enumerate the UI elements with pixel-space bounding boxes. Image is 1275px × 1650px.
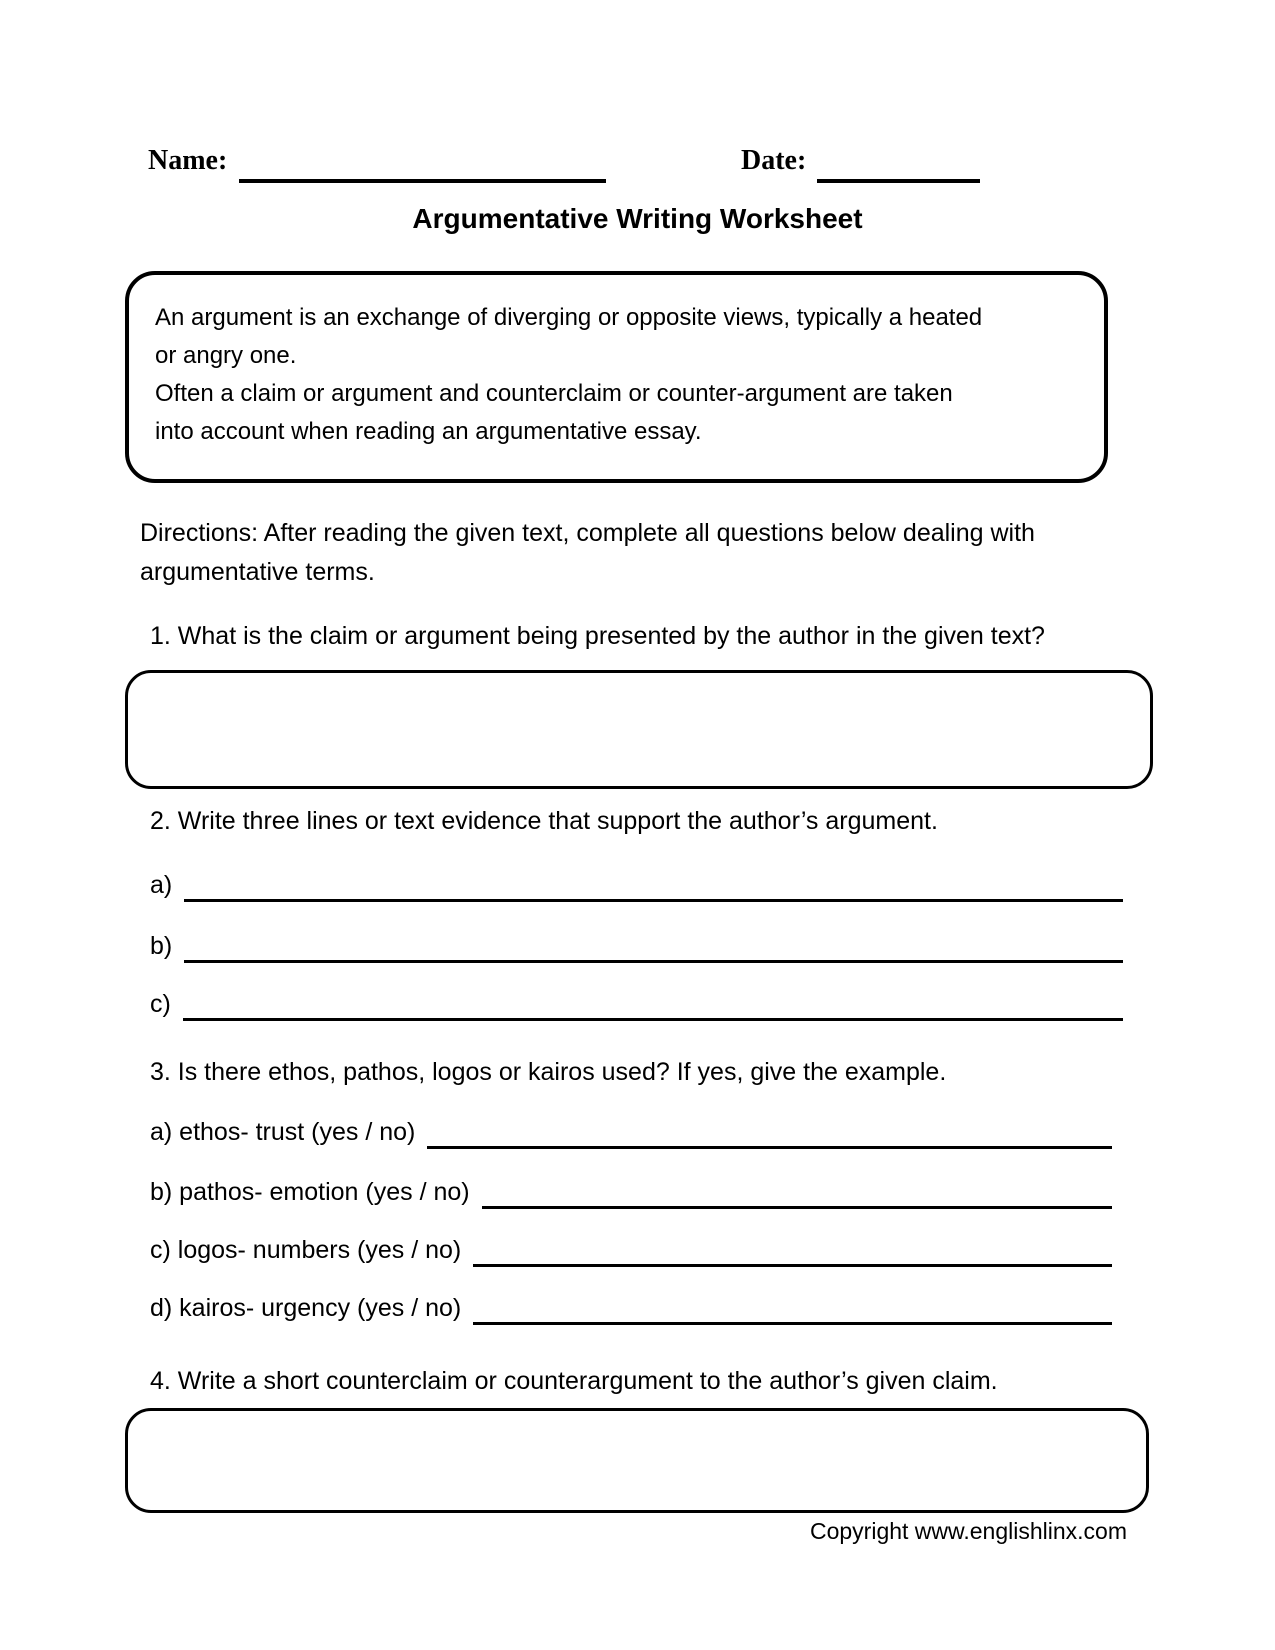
question-4-answer-box[interactable]: [125, 1408, 1149, 1513]
item-label: d) kairos- urgency (yes / no): [150, 1294, 462, 1322]
blank-line[interactable]: [184, 929, 1123, 963]
question-2-item-c: [150, 987, 1123, 1021]
question-1-answer-box[interactable]: [125, 670, 1153, 789]
question-3-item-logos: [150, 1233, 1112, 1267]
item-label: b) pathos- emotion (yes / no): [150, 1178, 470, 1206]
question-3-item-ethos: [150, 1115, 1112, 1149]
blank-line[interactable]: [184, 868, 1123, 902]
item-label: b): [150, 932, 173, 960]
question-3-label: 3. Is there ethos, pathos, logos or kairos used? If yes, give the example.: [150, 1058, 947, 1086]
name-label: Name:: [148, 145, 228, 176]
question-1-label: 1. What is the claim or argument being presented by the author in the given text?: [150, 622, 1045, 650]
date-label: Date:: [741, 145, 807, 176]
question-2-item-a: [150, 868, 1123, 902]
blank-line[interactable]: [473, 1291, 1112, 1325]
item-label: c) logos- numbers (yes / no): [150, 1236, 462, 1264]
blank-line[interactable]: [473, 1233, 1112, 1267]
question-2-label: 2. Write three lines or text evidence that support the author’s argument.: [150, 807, 938, 835]
definition-line: or angry one.: [155, 342, 297, 369]
blank-line[interactable]: [427, 1115, 1112, 1149]
directions-line: Directions: After reading the given text, complete all questions below dealing with: [140, 519, 1035, 547]
blank-line[interactable]: [482, 1175, 1112, 1209]
item-label: a) ethos- trust (yes / no): [150, 1118, 416, 1146]
page-title: Argumentative Writing Worksheet: [412, 203, 863, 234]
question-4-label: 4. Write a short counterclaim or counterargument to the author’s given claim.: [150, 1367, 998, 1395]
definition-line: into account when reading an argumentative essay.: [155, 418, 702, 445]
question-2-item-b: [150, 929, 1123, 963]
copyright-text: Copyright www.englishlinx.com: [809, 1518, 1127, 1544]
blank-line[interactable]: [183, 987, 1123, 1021]
question-3-item-kairos: [150, 1291, 1112, 1325]
definition-line: Often a claim or argument and counterclaim or counter-argument are taken: [155, 380, 953, 407]
definition-line: An argument is an exchange of diverging or opposite views, typically a heated: [155, 304, 983, 331]
name-blank-line[interactable]: [239, 148, 606, 183]
definition-box: [125, 271, 1108, 483]
item-label: a): [150, 871, 173, 899]
directions-line: argumentative terms.: [140, 558, 375, 586]
question-3-item-pathos: [150, 1175, 1112, 1209]
item-label: c): [150, 990, 171, 1018]
directions-text: [140, 514, 1035, 592]
date-blank-line[interactable]: [817, 148, 980, 183]
